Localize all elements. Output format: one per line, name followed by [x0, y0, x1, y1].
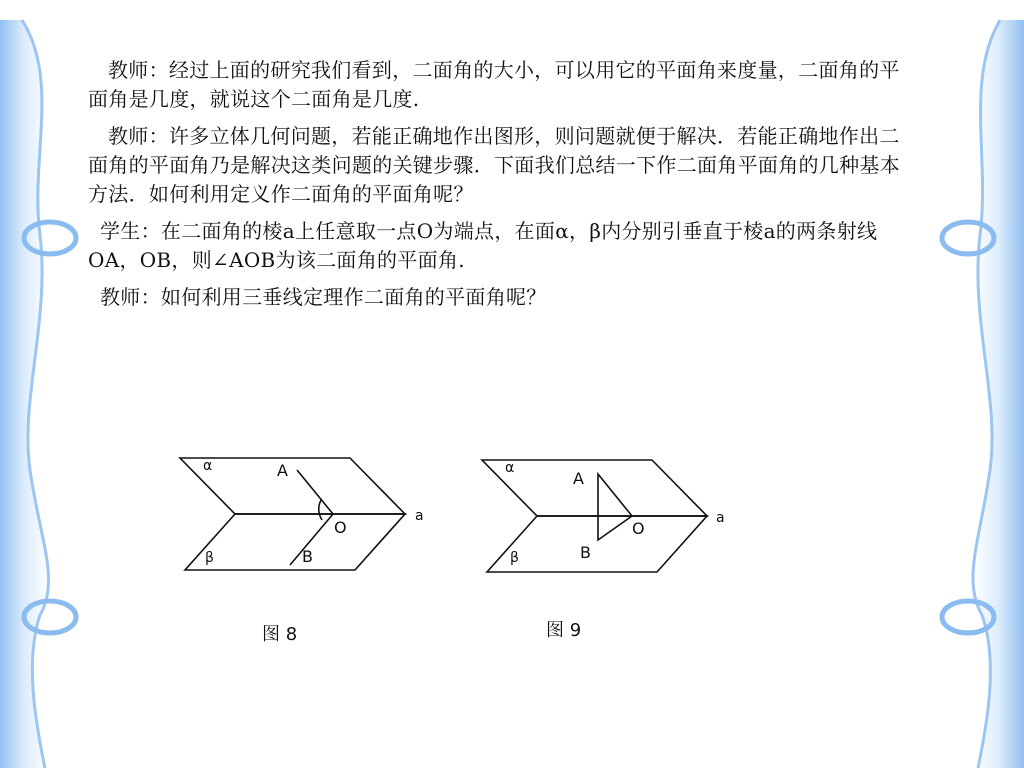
fig9-label-B: B: [580, 543, 591, 562]
fig8-plane-alpha: [180, 458, 405, 514]
fig9-plane-alpha: [482, 460, 707, 516]
fig9-label-beta: β: [510, 550, 519, 566]
fig8-label-A: A: [277, 461, 288, 480]
fig8-caption: 图 8: [262, 624, 298, 645]
fig8-ray-OA: [297, 470, 333, 514]
fig8-label-a: a: [415, 508, 424, 524]
paragraph-4-text: 教师：如何利用三垂线定理作二面角的平面角呢？: [100, 285, 547, 309]
fig8-angle-mark: [319, 500, 322, 520]
fig8-label-beta: β: [205, 550, 214, 566]
fig9-caption: 图 9: [546, 620, 582, 641]
paragraph-2-text: 教师：许多立体几何问题，若能正确地作出图形，则问题就便于解决．若能正确地作出二面角的平面角乃是解决这类问题的关键步骤．下面我们总结一下作二面角平面角的几种基本方法．如何利用定义作二面角的平面角呢？: [88, 124, 900, 206]
fig8-label-B: B: [302, 547, 313, 566]
fig8-label-O: O: [334, 518, 347, 537]
paragraph-1-text: 教师：经过上面的研究我们看到，二面角的大小，可以用它的平面角来度量，二面角的平面角是几度，就说这个二面角是几度.: [88, 58, 900, 111]
fig8-plane-beta: [185, 514, 405, 570]
fig9-plane-beta: [487, 516, 707, 572]
fig9-triangle-AOB: [598, 474, 632, 540]
fig8-label-alpha: α: [203, 458, 213, 474]
fig9-label-O: O: [632, 519, 645, 538]
fig9-label-a: a: [716, 510, 725, 526]
fig9-label-A: A: [573, 469, 584, 488]
paragraph-3-text: 学生：在二面角的棱a上任意取一点O为端点，在面α，β内分别引垂直于棱a的两条射线OA，OB，则∠AOB为该二面角的平面角.: [88, 219, 878, 272]
fig9-label-alpha: α: [505, 460, 515, 476]
